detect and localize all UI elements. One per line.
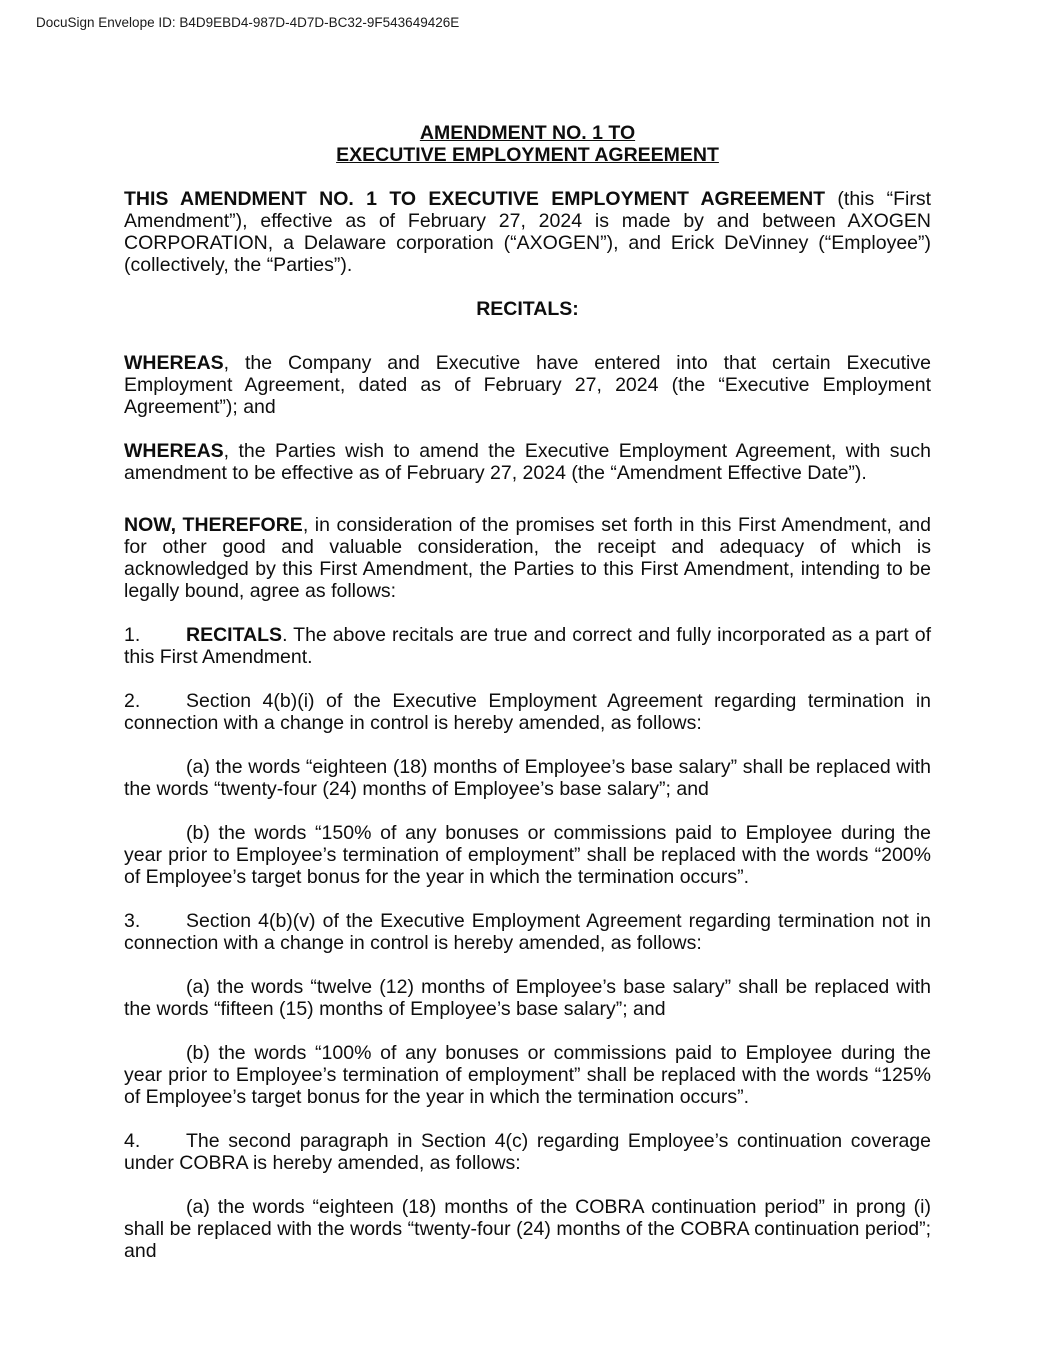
section-3b-paragraph: (b) the words “100% of any bonuses or commissions paid to Employee during the year prior to Employee’s termination of employment” shall be replaced with the words “125% of Employee’s target bonus for the year in which the termination occurs”. <box>124 1042 931 1108</box>
intro-text: (this “First Amendment”), effective as of February 27, 2024 is made by and between AXOGEN CORPORATION, a Delaware corporation (“AXOGEN”), and Erick DeVinney (“Employee”) (collectively, the “Parties”). <box>124 188 932 276</box>
document-title <box>124 122 931 166</box>
section-3-number: 3. <box>124 910 141 932</box>
whereas-2-text: , the Parties wish to amend the Executive Employment Agreement, with such amendment to be effective as of February 27, 2024 (the “Amendment Effective Date”). <box>124 440 931 484</box>
section-2-paragraph <box>124 690 931 734</box>
intro-bold-lead: THIS AMENDMENT NO. 1 TO EXECUTIVE EMPLOYMENT AGREEMENT <box>124 188 826 210</box>
therefore-bold-lead: NOW, THEREFORE <box>124 514 303 536</box>
section-1-paragraph <box>124 624 931 668</box>
title-line-1: AMENDMENT NO. 1 TO <box>419 122 636 144</box>
section-4-paragraph <box>124 1130 931 1174</box>
section-2a-paragraph: (a) the words “eighteen (18) months of Employee’s base salary” shall be replaced with the words “twenty-four (24) months of Employee’s base salary”; and <box>124 756 931 800</box>
section-4-text: The second paragraph in Section 4(c) regarding Employee’s continuation coverage under COBRA is hereby amended, as follows: <box>124 1130 931 1174</box>
title-line-2: EXECUTIVE EMPLOYMENT AGREEMENT <box>336 144 719 166</box>
therefore-text: , in consideration of the promises set forth in this First Amendment, and for other good and valuable consideration, the receipt and adequacy of which is acknowledged by this First Amendment, the Parties to this First Amendment, intending to be legally bound, agree as follows: <box>124 514 932 602</box>
section-1-bold-lead: RECITALS <box>186 624 283 646</box>
docusign-envelope-id: DocuSign Envelope ID: B4D9EBD4-987D-4D7D-BC32-9F543649426E <box>36 15 460 30</box>
recitals-heading: RECITALS: <box>476 298 579 320</box>
section-1-number: 1. <box>124 624 141 646</box>
section-3a-paragraph: (a) the words “twelve (12) months of Employee’s base salary” shall be replaced with the words “fifteen (15) months of Employee’s base salary”; and <box>124 976 931 1020</box>
whereas-1-text: , the Company and Executive have entered into that certain Executive Employment Agreement, dated as of February 27, 2024 (the “Executive Employment Agreement”); and <box>124 352 931 418</box>
section-2b-paragraph: (b) the words “150% of any bonuses or commissions paid to Employee during the year prior to Employee’s termination of employment” shall be replaced with the words “200% of Employee’s target bonus for the year in which the termination occurs”. <box>124 822 931 888</box>
section-3-text: Section 4(b)(v) of the Executive Employment Agreement regarding termination not in connection with a change in control is hereby amended, as follows: <box>124 910 931 954</box>
whereas-paragraph-2 <box>124 440 931 484</box>
section-2-text: Section 4(b)(i) of the Executive Employment Agreement regarding termination in connection with a change in control is hereby amended, as follows: <box>124 690 931 734</box>
section-4-number: 4. <box>124 1130 141 1152</box>
section-3-paragraph <box>124 910 931 954</box>
document-body <box>124 122 931 1284</box>
whereas-paragraph-1 <box>124 352 931 418</box>
section-2-number: 2. <box>124 690 141 712</box>
whereas-1-bold-lead: WHEREAS <box>124 352 224 374</box>
section-1-text: . The above recitals are true and correct and fully incorporated as a part of this First Amendment. <box>124 624 931 668</box>
therefore-paragraph <box>124 514 931 602</box>
whereas-2-bold-lead: WHEREAS <box>124 440 224 462</box>
intro-paragraph <box>124 188 931 276</box>
section-4a-paragraph: (a) the words “eighteen (18) months of the COBRA continuation period” in prong (i) shall be replaced with the words “twenty-four (24) months of the COBRA continuation period”; and <box>124 1196 931 1262</box>
